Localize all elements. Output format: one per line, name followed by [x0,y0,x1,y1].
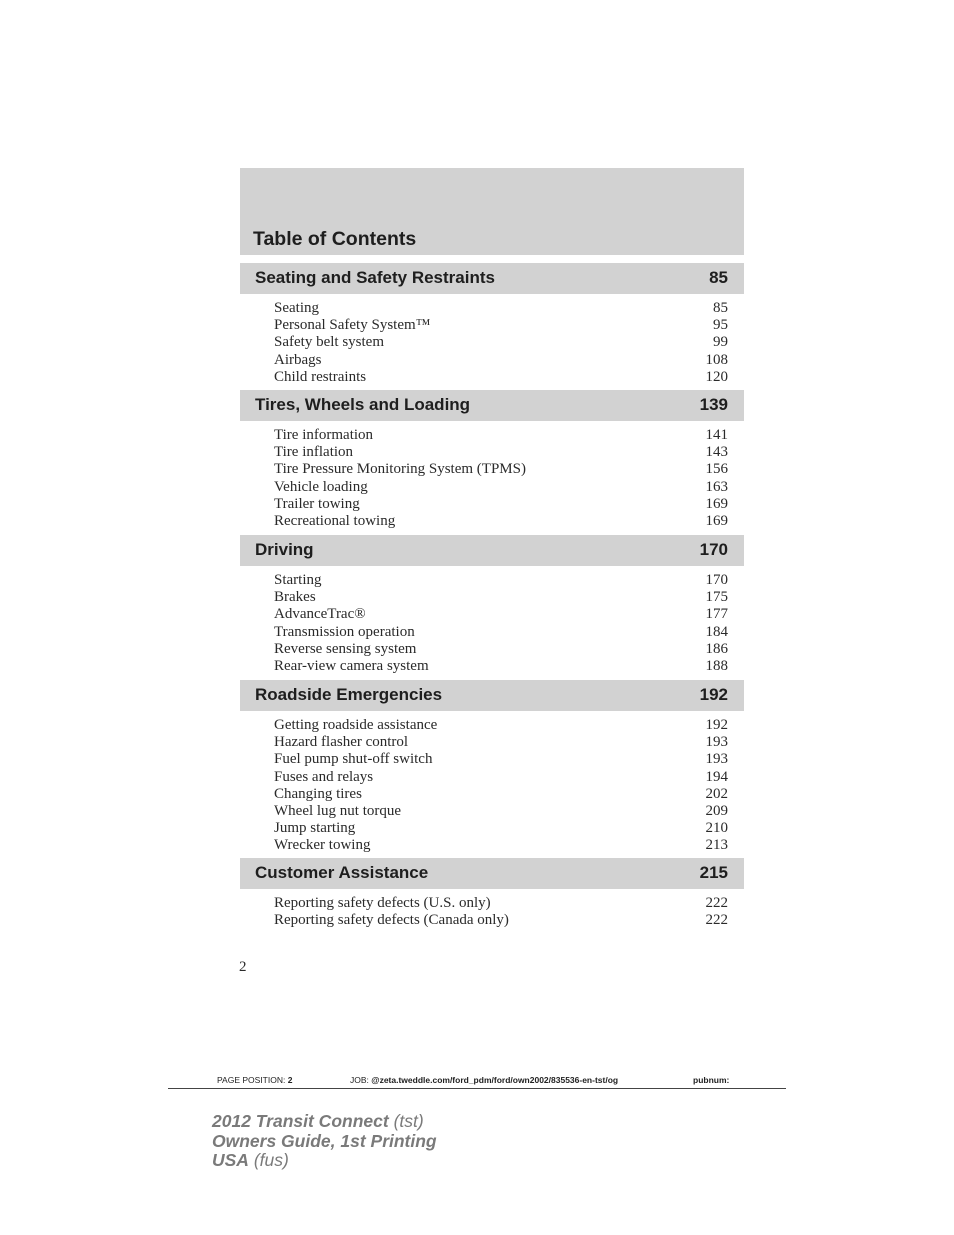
toc-section [240,535,744,675]
toc-entry [240,912,744,929]
toc-entry [240,658,744,675]
toc-entry [240,317,744,334]
toc-entry [240,606,744,623]
toc-section [240,390,744,530]
entry-page-number: 210 [705,820,728,837]
toc-entry [240,837,744,854]
entry-label: Fuses and relays [274,768,374,785]
entry-page-number: 156 [705,461,728,478]
toc-entry [240,641,744,658]
toc-entry [240,820,744,837]
entry-page-number: 99 [713,334,728,351]
entry-page-number: 143 [705,444,728,461]
footer-pubnum-label: pubnum: [693,1075,730,1085]
section-header [240,535,744,566]
entry-page-number: 95 [713,317,728,334]
toc-entry [240,895,744,912]
toc-entry [240,496,744,513]
entry-label: Child restraints [274,368,367,385]
section-title: Seating and Safety Restraints [255,268,495,287]
entry-label: Wrecker towing [274,837,371,854]
toc-section [240,858,744,929]
entry-label: Recreational towing [274,512,396,529]
toc-entry [240,717,744,734]
entry-page-number: 184 [705,623,728,640]
edition-model-code: (tst) [393,1111,424,1131]
toc-entry [240,786,744,803]
section-header [240,858,744,889]
toc-entry [240,769,744,786]
entry-page-number: 169 [705,495,728,512]
toc-section [240,680,744,855]
edition-printing: Owners Guide, 1st Printing [212,1130,437,1151]
entry-page-number: 193 [705,734,728,751]
entry-label: Safety belt system [274,334,384,351]
entry-page-number: 194 [705,768,728,785]
entry-label: Airbags [274,351,322,368]
entry-label: Seating [274,300,319,316]
entry-page-number: 213 [705,837,728,854]
entry-page-number: 209 [705,802,728,819]
toc-entry [240,334,744,351]
entry-label: Tire inflation [274,444,354,461]
entry-label: Transmission operation [274,623,415,640]
toc-entry [240,300,744,317]
page-number: 2 [239,959,247,975]
footer-position-value: 2 [287,1075,293,1085]
entry-page-number: 177 [705,606,728,623]
toc-section [240,263,744,386]
entry-label: Brakes [274,589,316,606]
section-page-number: 170 [699,540,728,559]
entry-page-number: 108 [705,351,728,368]
entry-page-number: 222 [705,912,728,929]
section-entries [240,294,744,386]
section-title: Tires, Wheels and Loading [255,395,471,414]
entry-page-number: 85 [713,300,728,316]
section-entries [240,889,744,929]
toc-entry [240,427,744,444]
footer-position-label: PAGE POSITION: [217,1075,286,1085]
entry-page-number: 193 [705,751,728,768]
entry-label: Wheel lug nut torque [274,802,402,819]
toc-entry [240,352,744,369]
entry-page-number: 120 [705,368,728,385]
toc-entry [240,369,744,386]
entry-label: Fuel pump shut-off switch [274,751,433,768]
toc-entry [240,589,744,606]
page-title: Table of Contents [253,228,417,250]
entry-label: Jump starting [274,820,356,837]
toc-entry [240,751,744,768]
toc-entry [240,624,744,641]
entry-page-number: 192 [705,717,728,733]
section-entries [240,421,744,530]
section-header [240,390,744,421]
toc-entry [240,513,744,530]
section-page-number: 192 [699,685,728,704]
footer-pubnum [693,1075,729,1085]
toc-entry [240,461,744,478]
toc-entry [240,479,744,496]
toc-entry [240,803,744,820]
footer-job [350,1075,618,1085]
entry-label: Personal Safety System™ [274,317,431,334]
toc-entry [240,734,744,751]
entry-page-number: 163 [705,478,728,495]
footer-job-label: JOB: [350,1075,369,1085]
section-title: Driving [255,540,314,559]
entry-label: Tire information [274,427,374,443]
entry-label: Reporting safety defects (U.S. only) [274,895,491,911]
entry-page-number: 222 [705,895,728,911]
edition-info [212,1112,437,1171]
section-title: Roadside Emergencies [255,685,443,704]
entry-page-number: 169 [705,512,728,529]
section-page-number: 85 [709,268,728,287]
entry-page-number: 175 [705,589,728,606]
section-entries [240,566,744,675]
entry-label: Vehicle loading [274,478,368,495]
entry-page-number: 170 [705,572,728,588]
entry-label: Getting roadside assistance [274,717,438,733]
edition-market: USA [212,1150,249,1170]
section-title: Customer Assistance [255,863,429,882]
entry-label: Reverse sensing system [274,640,417,657]
toc-entry [240,444,744,461]
entry-page-number: 141 [705,427,728,443]
entry-label: Hazard flasher control [274,734,409,751]
entry-label: Tire Pressure Monitoring System (TPMS) [274,461,526,478]
entry-label: Trailer towing [274,495,360,512]
footer-job-value: @zeta.tweddle.com/ford_pdm/ford/own2002/835536-en-tst/og [371,1075,619,1085]
section-header [240,680,744,711]
section-page-number: 139 [699,395,728,414]
entry-page-number: 186 [705,640,728,657]
footer-page-position [217,1075,292,1085]
edition-model: 2012 Transit Connect [212,1111,389,1131]
toc-entry [240,572,744,589]
entry-page-number: 188 [705,657,728,674]
footer-divider [168,1088,786,1089]
entry-label: Starting [274,572,322,588]
entry-label: Changing tires [274,785,362,802]
section-entries [240,711,744,855]
entry-label: AdvanceTrac® [274,606,366,623]
entry-page-number: 202 [705,785,728,802]
section-header [240,263,744,294]
entry-label: Reporting safety defects (Canada only) [274,912,509,929]
section-page-number: 215 [699,863,728,882]
edition-market-code: (fus) [253,1150,289,1170]
toc-header [240,168,744,255]
entry-label: Rear-view camera system [274,657,429,674]
